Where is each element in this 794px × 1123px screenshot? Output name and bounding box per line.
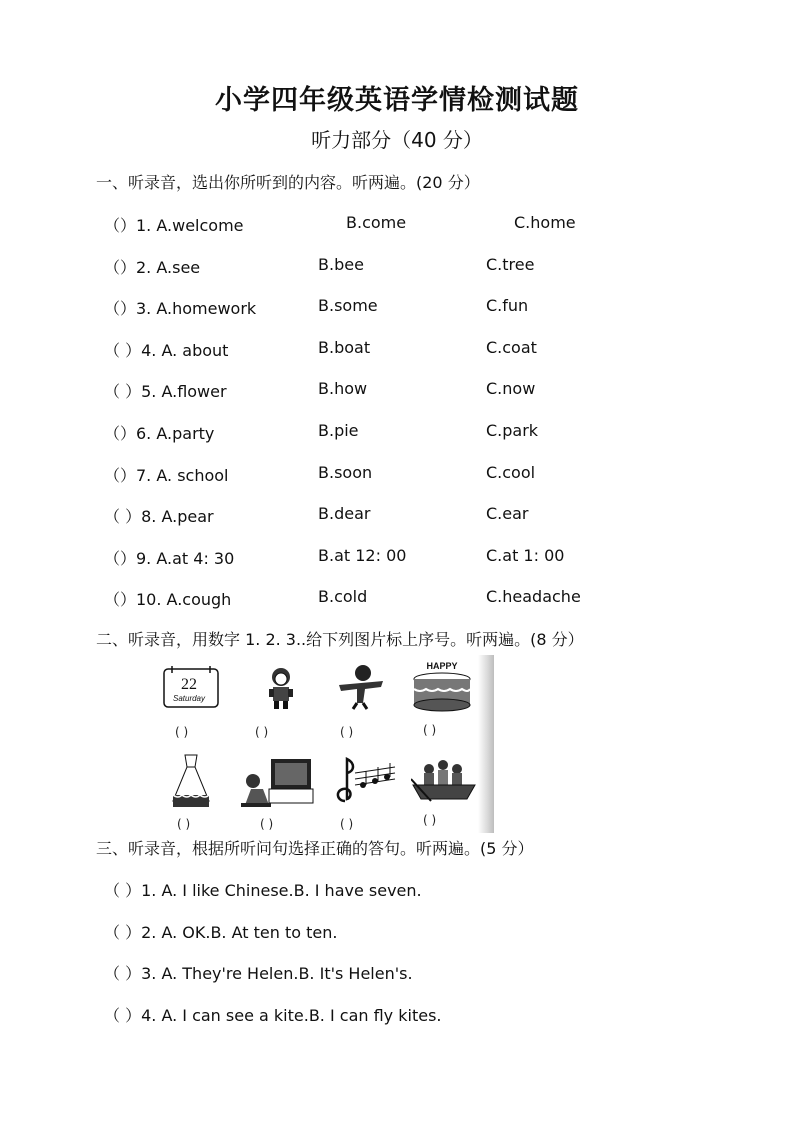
question-option-c: C.coat [486, 338, 537, 357]
question-row: （ ）2. A. OK.B. At ten to ten. [104, 923, 338, 942]
dress-picture [169, 753, 213, 811]
music-notes-picture [331, 755, 397, 805]
question-option-b: B.some [318, 296, 378, 315]
section1-heading: 一、听录音，选出你所听到的内容。听两遍。(20 分） [96, 173, 480, 192]
answer-parentheses: ( ) [423, 813, 437, 827]
question-option-a: （）2. A.see [104, 258, 201, 277]
answer-parentheses: ( ) [255, 725, 269, 739]
question-option-c: C.cool [486, 463, 536, 482]
picture-grid [155, 655, 495, 835]
section3-heading: 三、听录音，根据所听问句选择正确的答句。听两遍。(5 分） [96, 839, 534, 858]
question-option-b: B.boat [318, 338, 371, 357]
question-row: （ ）4. A. I can see a kite.B. I can fly kites. [104, 1006, 442, 1025]
question-option-c: C.fun [486, 296, 529, 315]
question-option-b: B.dear [318, 504, 371, 523]
question-option-b: B.come [346, 213, 407, 232]
question-option-c: C.home [514, 213, 576, 232]
question-row [104, 463, 704, 485]
page-subtitle: 听力部分（40 分） [311, 128, 483, 152]
question-option-c: C.at 1: 00 [486, 546, 565, 565]
question-option-b: B.pie [318, 421, 359, 440]
question-row [104, 546, 704, 568]
answer-parentheses: ( ) [177, 817, 191, 831]
watching-tv-picture [241, 755, 315, 811]
question-option-c: C.park [486, 421, 539, 440]
dancing-boy-picture [335, 663, 387, 711]
answer-parentheses: ( ) [260, 817, 274, 831]
question-row [104, 213, 704, 235]
question-row: （ ）1. A. I like Chinese.B. I have seven. [104, 881, 422, 900]
calendar-day: Saturday [172, 694, 206, 703]
question-option-c: C.headache [486, 587, 581, 606]
question-row [104, 587, 704, 609]
question-option-b: B.bee [318, 255, 364, 274]
question-row: （ ）3. A. They're Helen.B. It's Helen's. [104, 964, 413, 983]
question-row [104, 421, 704, 443]
question-row [104, 338, 704, 360]
answer-parentheses: ( ) [175, 725, 189, 739]
question-option-b: B.how [318, 379, 368, 398]
question-row [104, 296, 704, 318]
question-option-b: B.at 12: 00 [318, 546, 407, 565]
question-option-a: （）6. A.party [104, 424, 215, 443]
question-option-b: B.cold [318, 587, 368, 606]
calendar-picture [160, 663, 224, 713]
question-option-a: （ ）4. A. about [104, 341, 229, 360]
question-option-c: C.ear [486, 504, 529, 523]
question-option-a: （ ）8. A.pear [104, 507, 214, 526]
birthday-cake-picture [410, 659, 474, 715]
cake-text: HAPPY [426, 661, 458, 671]
question-option-a: （）3. A.homework [104, 299, 257, 318]
page-title: 小学四年级英语学情检测试题 [215, 85, 579, 116]
question-option-a: （）10. A.cough [104, 590, 232, 609]
question-option-c: C.tree [486, 255, 535, 274]
question-option-b: B.soon [318, 463, 373, 482]
answer-parentheses: ( ) [340, 725, 354, 739]
question-option-a: （ ）5. A.flower [104, 382, 227, 401]
question-row [104, 504, 704, 526]
question-row [104, 379, 704, 401]
answer-parentheses: ( ) [340, 817, 354, 831]
rowing-boat-picture [411, 755, 477, 805]
calendar-number: 22 [181, 676, 197, 693]
child-picture [261, 665, 301, 711]
question-option-a: （）9. A.at 4: 30 [104, 549, 235, 568]
question-row [104, 255, 704, 277]
question-option-a: （）7. A. school [104, 466, 229, 485]
answer-parentheses: ( ) [423, 723, 437, 737]
question-option-a: （）1. A.welcome [104, 216, 244, 235]
question-option-c: C.now [486, 379, 536, 398]
section2-heading: 二、听录音，用数字 1. 2. 3..给下列图片标上序号。听两遍。(8 分） [96, 630, 584, 649]
